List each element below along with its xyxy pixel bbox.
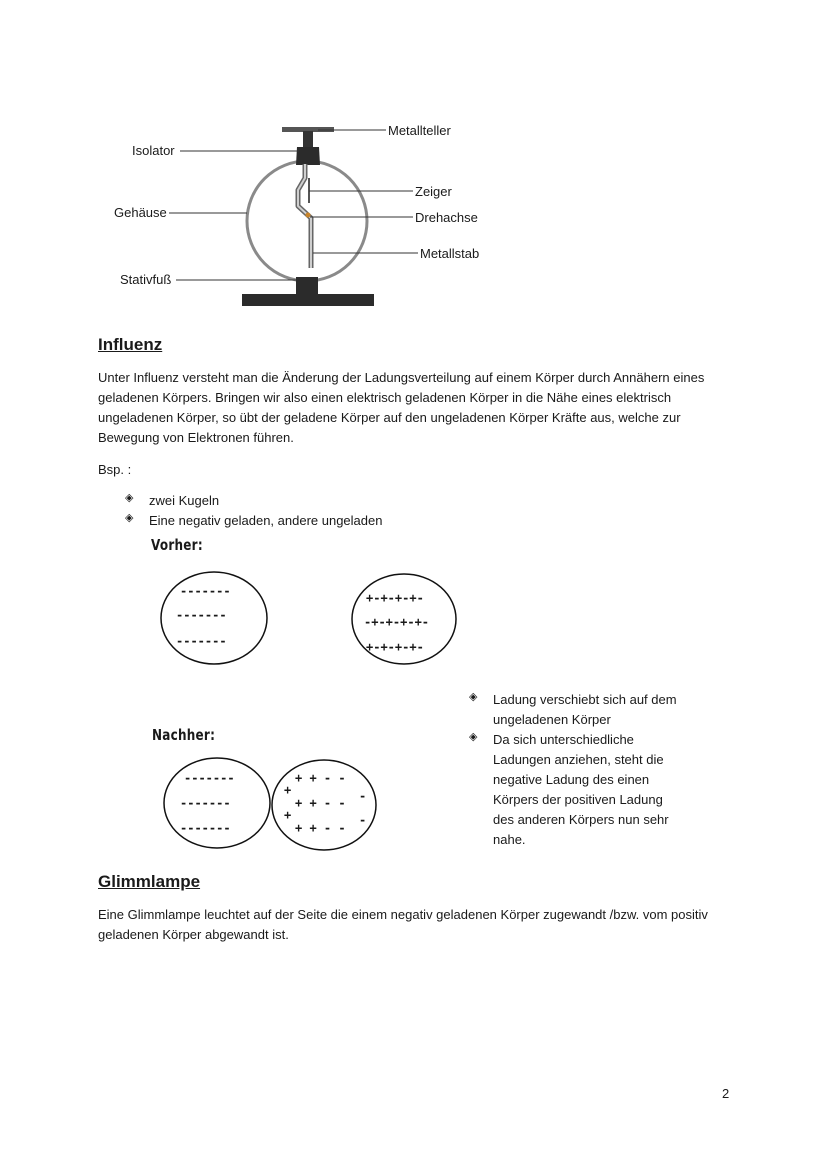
before-left-charge-row: ------- [176, 608, 227, 622]
after-left-charge-row: ------- [184, 771, 235, 785]
glimmlampe-paragraph: Eine Glimmlampe leuchtet auf der Seite die einem negativ geladenen Körper zugewandt /bzw. vom positiv geladenen Körper abgewandt ist. [98, 907, 708, 942]
after-right-side-minus: - [359, 789, 367, 803]
before-right-charge-row: -+-+-+-+- [364, 615, 430, 629]
label-zeiger: Zeiger [415, 184, 452, 199]
after-left-charge-row: ------- [180, 821, 231, 835]
after-right-charge-row: + + - - [295, 796, 346, 810]
list-item: ◈ zwei Kugeln [125, 491, 382, 511]
after-right-charge-row: + + - - [295, 771, 346, 785]
list-item: ◈ Da sich unterschiedliche Ladungen anziehen, steht die negative Ladung des einen Körpers der positiven Ladung des anderen Körpers nun sehr nahe. [469, 730, 679, 850]
diamond-bullet-icon: ◈ [125, 492, 134, 504]
label-stativfuss: Stativfuß [120, 272, 172, 287]
diamond-bullet-icon: ◈ [125, 512, 134, 524]
after-left-charge-row: ------- [180, 796, 231, 810]
influenz-heading: Influenz [98, 335, 163, 354]
label-metallteller: Metallteller [388, 123, 451, 138]
explanation-bullet-list [469, 690, 679, 850]
after-right-side-plus: + [284, 808, 292, 822]
diamond-bullet-icon: ◈ [469, 691, 478, 703]
before-left-charge-row: ------- [176, 634, 227, 648]
after-right-side-minus: - [359, 813, 367, 827]
influenz-paragraph: Unter Influenz versteht man die Änderung der Ladungsverteilung auf einem Körper durch Annähern eines geladenen Körpers. Bringen wir also einen elektrisch geladenen Körper in die Nähe eines elektrisch ungeladenen Körper, so übt der geladene Körper auf den ungeladenen Körper Kräfte aus, welche zur Bewegung von Elektronen führen. [98, 370, 705, 445]
label-gehaeuse: Gehäuse [114, 205, 167, 220]
label-isolator: Isolator [132, 143, 175, 158]
list-item: ◈ Eine negativ geladen, andere ungeladen [125, 511, 382, 531]
after-right-side-plus: + [284, 783, 292, 797]
glimmlampe-heading: Glimmlampe [98, 872, 201, 891]
page-number: 2 [722, 1086, 730, 1101]
after-right-charge-row: + + - - [295, 821, 346, 835]
diamond-bullet-icon: ◈ [469, 731, 478, 743]
list-item: ◈ Ladung verschiebt sich auf dem ungeladenen Körper [469, 690, 679, 730]
after-label: Nachher: [152, 726, 216, 744]
before-right-charge-row: +-+-+-+- [366, 640, 424, 654]
label-drehachse: Drehachse [415, 210, 478, 225]
before-right-charge-row: +-+-+-+- [366, 591, 424, 605]
label-metallstab: Metallstab [420, 246, 480, 261]
before-label: Vorher: [151, 536, 203, 554]
example-label: Bsp. : [98, 462, 132, 477]
before-left-charge-row: ------- [180, 584, 231, 598]
